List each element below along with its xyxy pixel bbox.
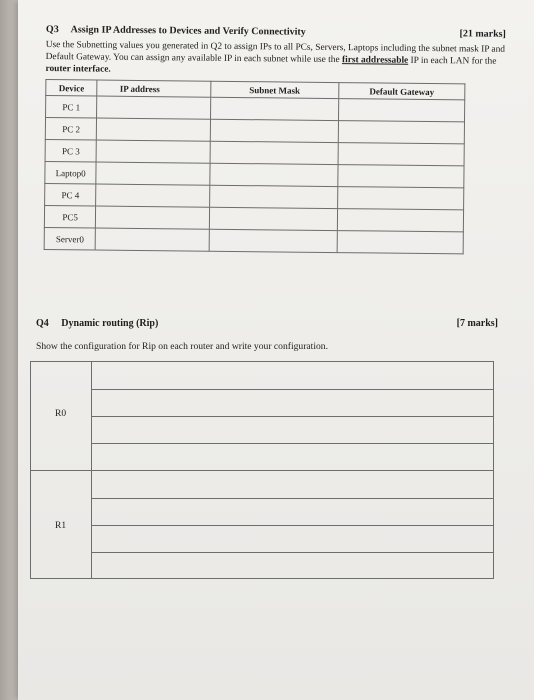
mask-cell[interactable] <box>209 207 337 230</box>
question-3 <box>44 24 506 255</box>
answer-line-r1[interactable] <box>91 498 493 499</box>
ip-cell[interactable] <box>96 206 210 229</box>
header-ip-address: IP address <box>97 80 210 97</box>
mask-cell[interactable] <box>210 119 338 142</box>
answer-line-r0[interactable] <box>91 416 493 417</box>
device-cell: Server0 <box>44 227 96 250</box>
mask-cell[interactable] <box>209 185 337 208</box>
device-cell: PC 1 <box>46 96 98 119</box>
ip-cell[interactable] <box>97 118 211 141</box>
page-edge <box>0 0 18 700</box>
mask-cell[interactable] <box>210 141 338 164</box>
header-device: Device <box>46 80 98 97</box>
mask-cell[interactable] <box>210 163 338 186</box>
answer-line-r1[interactable] <box>91 552 493 553</box>
device-cell: PC 3 <box>45 139 97 162</box>
ip-assignment-table <box>44 79 466 254</box>
gateway-cell[interactable] <box>337 231 463 254</box>
question-4 <box>36 318 498 352</box>
gateway-cell[interactable] <box>338 143 464 166</box>
rip-configuration-box <box>30 361 494 579</box>
answer-line-r0[interactable] <box>91 443 493 444</box>
q4-number: Q4 <box>36 318 49 329</box>
device-cell: PC 2 <box>45 118 97 141</box>
q3-instructions <box>45 39 505 80</box>
ip-cell[interactable] <box>96 140 210 163</box>
device-cell: PC5 <box>44 205 96 228</box>
router-label-r0: R0 <box>55 409 67 419</box>
mask-cell[interactable] <box>209 229 337 252</box>
q3-marks: [21 marks] <box>459 28 506 40</box>
q3-instructions-text: Use the Subnetting values you generated in Q2 to assign IPs to all PCs, Servers, Laptops including the subnet mask IP and Default Gateway. You can assign any available IP in each subnet while use the <box>45 39 506 66</box>
q3-instructions-bold: router interface. <box>45 63 111 75</box>
gateway-cell[interactable] <box>338 121 464 144</box>
gateway-cell[interactable] <box>338 187 464 210</box>
gateway-cell[interactable] <box>337 209 463 232</box>
q3-number: Q3 <box>45 24 59 36</box>
header-default-gateway: Default Gateway <box>339 83 465 100</box>
q4-marks: [7 marks] <box>456 318 498 329</box>
q3-instructions-text-2: IP in each LAN for the <box>408 55 497 67</box>
gateway-cell[interactable] <box>338 99 464 122</box>
ip-cell[interactable] <box>97 96 211 119</box>
router-label-r1: R1 <box>55 521 67 531</box>
q3-title: Assign IP Addresses to Devices and Verify Connectivity <box>70 24 306 38</box>
router-section-divider <box>31 470 493 471</box>
answer-line-r1[interactable] <box>91 525 493 526</box>
q4-title: Dynamic routing (Rip) <box>61 318 159 329</box>
device-cell: Laptop0 <box>45 161 97 184</box>
device-cell: PC 4 <box>45 183 97 206</box>
q4-instructions: Show the configuration for Rip on each router and write your configuration. <box>36 341 328 352</box>
header-subnet-mask: Subnet Mask <box>210 81 338 98</box>
mask-cell[interactable] <box>210 97 338 120</box>
q4-header <box>36 318 498 329</box>
ip-cell[interactable] <box>96 184 210 207</box>
ip-cell[interactable] <box>96 162 210 185</box>
table-row <box>44 227 463 253</box>
gateway-cell[interactable] <box>338 165 464 188</box>
q3-instructions-underlined: first addressable <box>341 55 409 66</box>
answer-line-r0[interactable] <box>91 389 493 390</box>
ip-cell[interactable] <box>96 228 210 251</box>
